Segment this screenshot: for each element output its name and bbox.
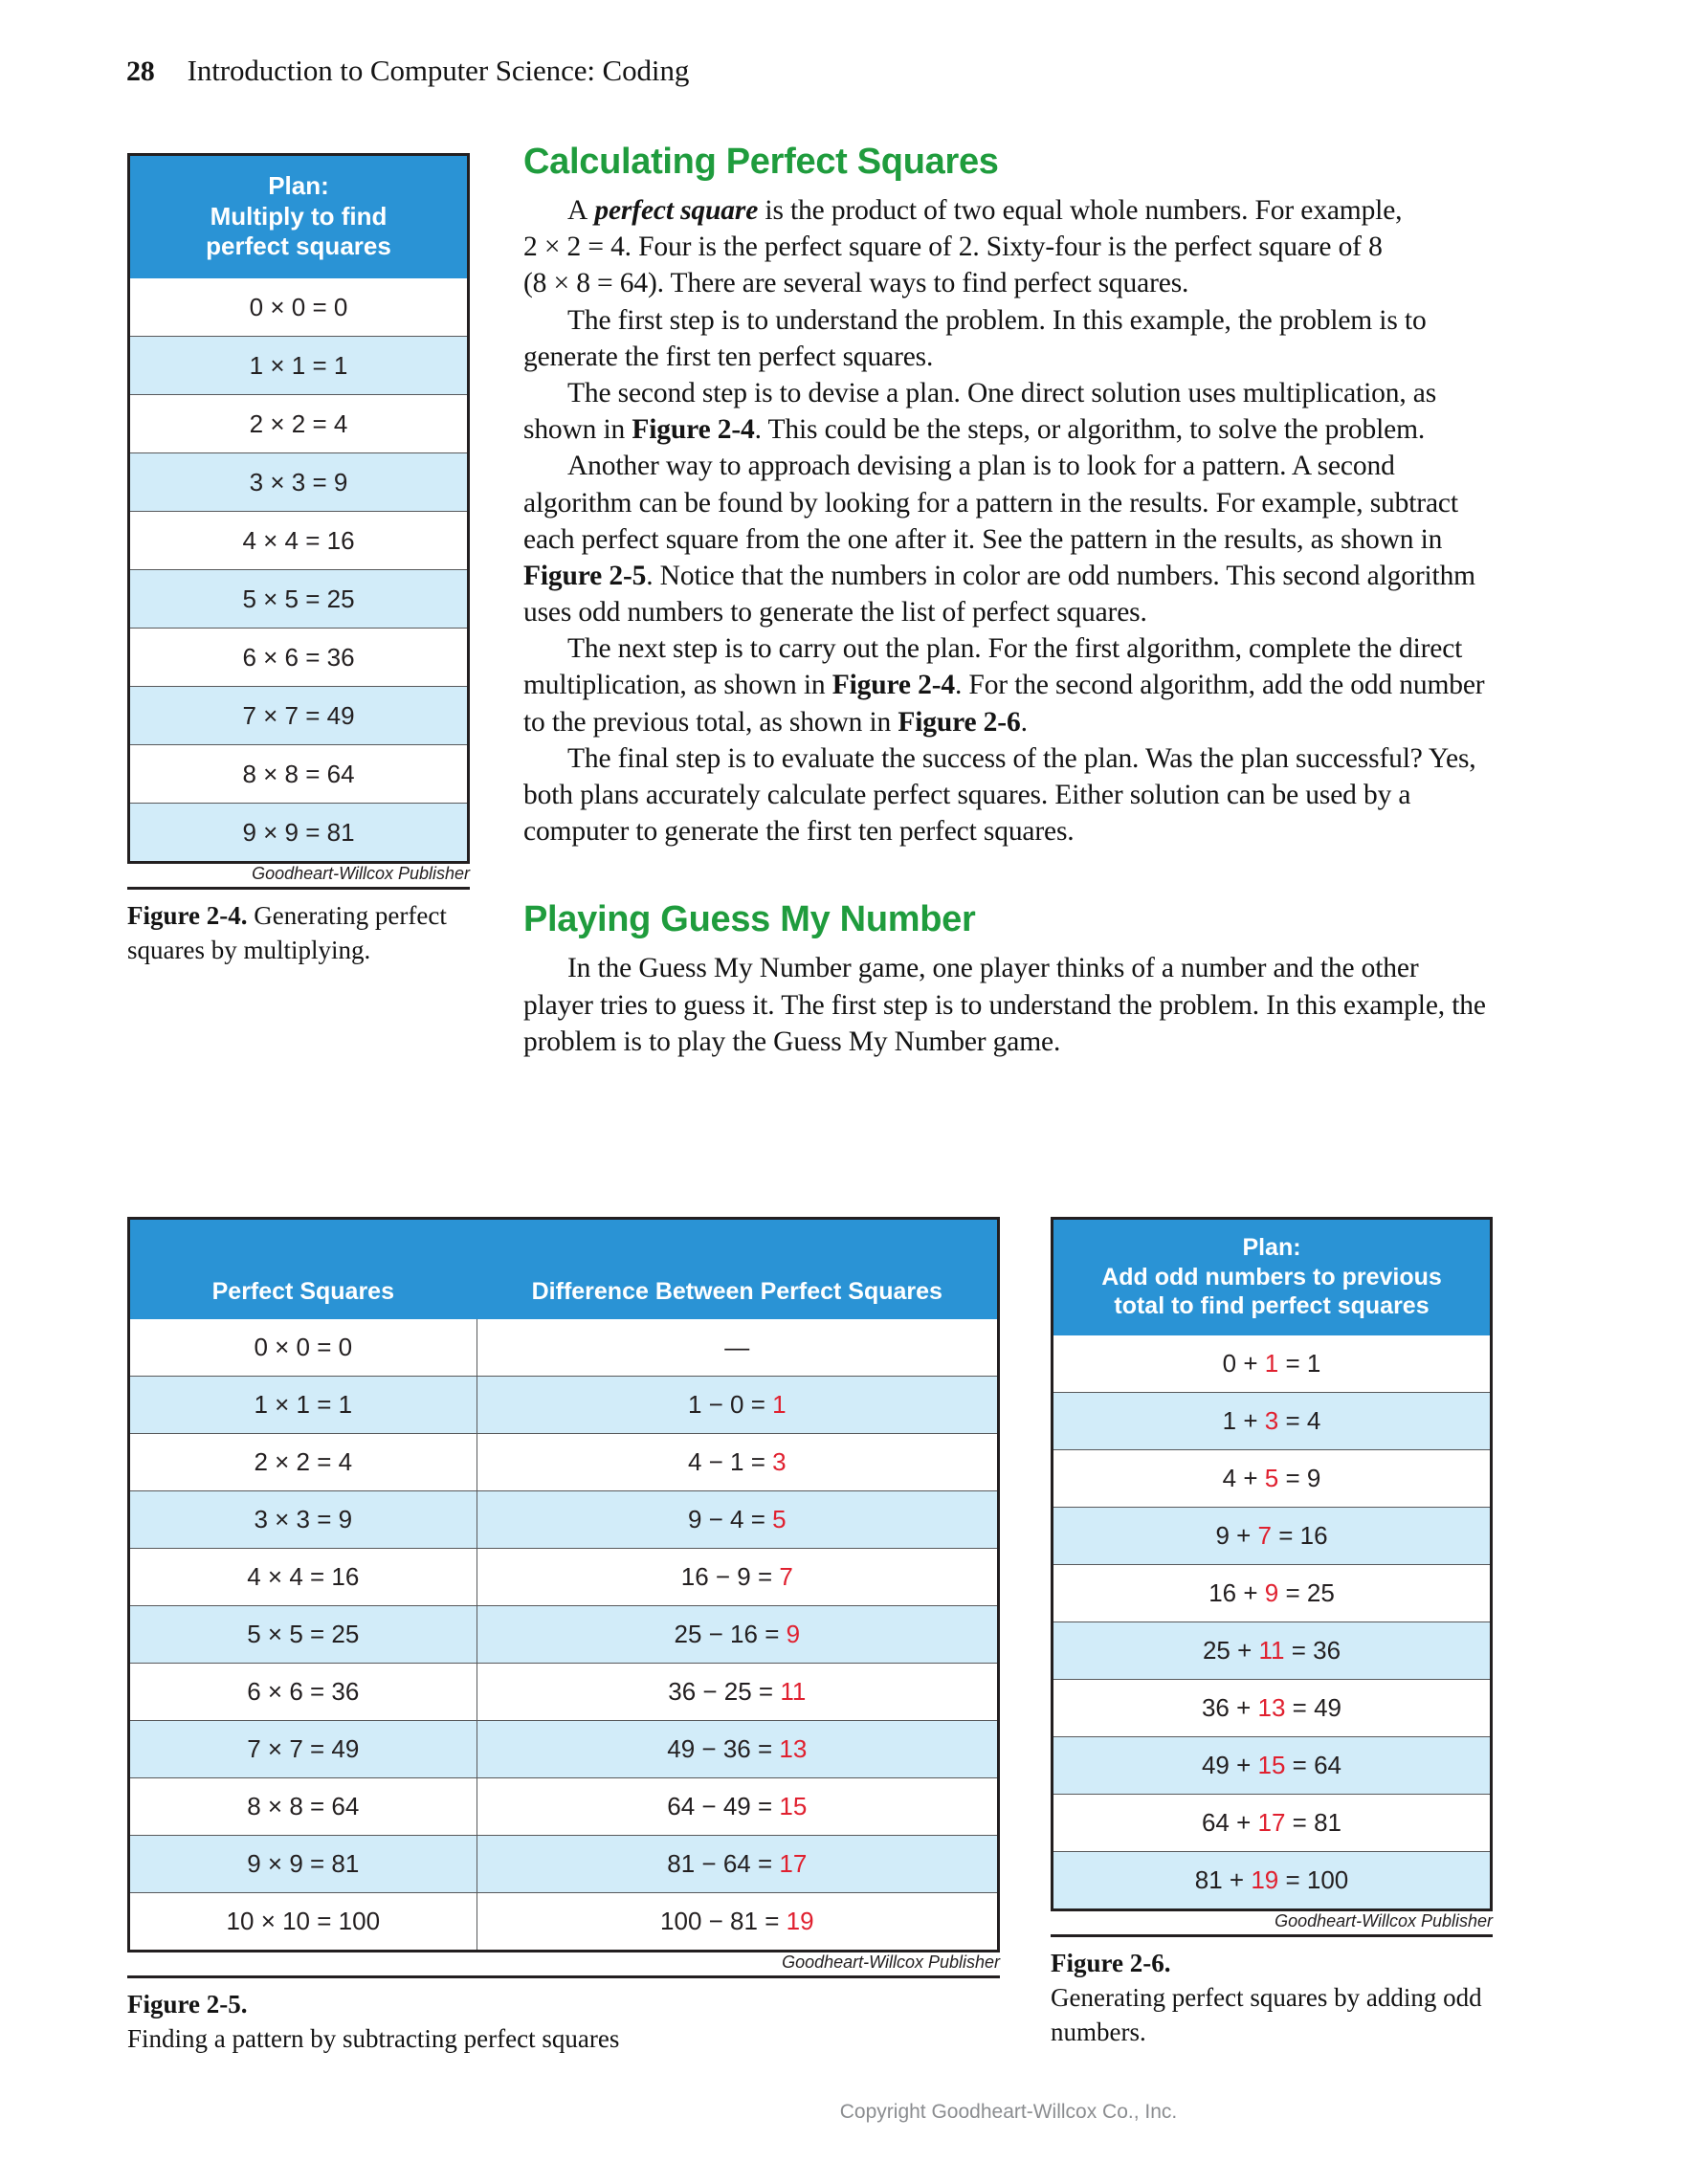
- addition-result: = 64: [1285, 1750, 1342, 1779]
- difference-expression: 9 − 4 =: [687, 1505, 773, 1533]
- table-row: [1053, 1851, 1492, 1909]
- paragraph: A perfect square is the product of two equal whole numbers. For example, 2 × 2 = 4. Four is the perfect square of 2. Sixty-four is the perfect square of 8 (8 × 8 = 64). There are several ways to find perfect squares.: [523, 195, 1403, 299]
- difference-expression: 81 − 64 =: [667, 1849, 780, 1878]
- figure-2-5: [127, 1217, 1000, 2056]
- addend-odd: 5: [1264, 1463, 1279, 1492]
- figure-credit: Goodheart-Willcox Publisher: [252, 864, 470, 884]
- cell-difference: [477, 1721, 998, 1778]
- figure-2-5-table: [127, 1217, 1000, 1952]
- difference-result: 15: [779, 1792, 808, 1820]
- figure-caption-label: Figure 2-6.: [1051, 1948, 1171, 1977]
- difference-result: 13: [779, 1734, 808, 1763]
- cell-equation: 0 × 0 = 0: [129, 278, 469, 337]
- cell-perfect-square: 6 × 6 = 36: [129, 1664, 477, 1721]
- header-line: Plan:: [1242, 1234, 1301, 1261]
- paragraph: The final step is to evaluate the success of the plan. Was the plan successful? Yes, both plans accurately calculate perfect squares. Either solution can be used by a computer to generate the first ten perfect squares.: [523, 742, 1476, 848]
- figure-reference: Figure 2-6: [898, 706, 1021, 738]
- table-row: [129, 570, 469, 629]
- difference-result: 5: [772, 1505, 787, 1533]
- figure-2-5-body: [129, 1319, 999, 1952]
- addend-previous: 0 +: [1222, 1348, 1265, 1378]
- header-line: Multiply to find: [210, 201, 388, 231]
- table-row: [129, 278, 469, 337]
- table-row: [1053, 1564, 1492, 1621]
- addition-result: = 49: [1285, 1692, 1342, 1722]
- difference-expression: —: [724, 1333, 750, 1361]
- cell-equation: 1 × 1 = 1: [129, 337, 469, 395]
- table-row: [129, 1664, 999, 1721]
- cell-equation: 3 × 3 = 9: [129, 453, 469, 512]
- cell-addition: [1053, 1679, 1492, 1736]
- addend-previous: 9 +: [1215, 1520, 1258, 1550]
- cell-addition: [1053, 1794, 1492, 1851]
- addend-previous: 25 +: [1202, 1635, 1259, 1665]
- difference-result: 7: [779, 1562, 793, 1591]
- cell-addition: [1053, 1621, 1492, 1679]
- addend-previous: 81 +: [1194, 1864, 1252, 1894]
- difference-expression: 1 − 0 =: [687, 1390, 773, 1419]
- paragraph: In the Guess My Number game, one player thinks of a number and the other player tries to guess it. The first step is to understand the problem. In this example, the problem is to play the Guess My Number game.: [523, 953, 1486, 1057]
- addition-result: = 16: [1272, 1520, 1328, 1550]
- paragraph: The next step is to carry out the plan. For the first algorithm, complete the direct multiplication, as shown in Figure 2-4. For the second algorithm, add the odd number to the previous total, as shown in Figure 2-6.: [523, 633, 1485, 738]
- addend-odd: 15: [1257, 1750, 1286, 1779]
- figure-caption-text: Generating perfect squares by adding odd numbers.: [1051, 1982, 1482, 2046]
- addition-result: = 4: [1278, 1405, 1321, 1435]
- difference-expression: 100 − 81 =: [660, 1907, 787, 1935]
- difference-result: 19: [786, 1907, 814, 1935]
- cell-equation: 9 × 9 = 81: [129, 804, 469, 863]
- addend-previous: 4 +: [1222, 1463, 1265, 1492]
- cell-equation: 6 × 6 = 36: [129, 629, 469, 687]
- table-row: [129, 1434, 999, 1491]
- cell-perfect-square: 4 × 4 = 16: [129, 1549, 477, 1606]
- header-line: total to find perfect squares: [1114, 1292, 1430, 1319]
- difference-result: 9: [786, 1620, 801, 1648]
- body-column: [523, 142, 1491, 1060]
- table-row: [129, 1893, 999, 1952]
- table-row: [1053, 1335, 1492, 1392]
- addend-previous: 1 +: [1222, 1405, 1265, 1435]
- section-heading-calculating-perfect-squares: Calculating Perfect Squares: [523, 142, 999, 182]
- figure-caption-text: Finding a pattern by subtracting perfect squares: [127, 2024, 620, 2054]
- cell-difference: [477, 1606, 998, 1664]
- cell-addition: [1053, 1335, 1492, 1392]
- figure-2-6-header: [1053, 1219, 1492, 1335]
- difference-expression: 36 − 25 =: [668, 1677, 781, 1706]
- paragraph: The first step is to understand the problem. In this example, the problem is to generate the first ten perfect squares.: [523, 304, 1427, 372]
- cell-difference: [477, 1491, 998, 1549]
- table-row: [129, 629, 469, 687]
- table-row: [129, 1491, 999, 1549]
- column-header-perfect-squares: Perfect Squares: [129, 1219, 477, 1319]
- figure-2-6-table: [1051, 1217, 1493, 1911]
- figure-reference: Figure 2-4: [831, 670, 955, 701]
- cell-addition: [1053, 1851, 1492, 1909]
- difference-expression: 25 − 16 =: [674, 1620, 787, 1648]
- cell-difference: [477, 1664, 998, 1721]
- figure-2-4-header: [129, 155, 469, 278]
- cell-addition: [1053, 1449, 1492, 1507]
- section-heading-playing-guess-my-number: Playing Guess My Number: [523, 899, 976, 940]
- addend-odd: 9: [1264, 1577, 1279, 1607]
- table-row: [129, 745, 469, 804]
- running-head: [126, 54, 689, 88]
- difference-result: 1: [772, 1390, 787, 1419]
- table-row: [1053, 1621, 1492, 1679]
- table-row: [129, 395, 469, 453]
- table-row: [129, 1377, 999, 1434]
- addition-result: = 25: [1278, 1577, 1335, 1607]
- header-line: Add odd numbers to previous: [1101, 1263, 1442, 1291]
- cell-equation: 8 × 8 = 64: [129, 745, 469, 804]
- figure-caption-label: Figure 2-4.: [127, 901, 248, 931]
- figure-2-4-table: [127, 153, 470, 864]
- table-row: [129, 1606, 999, 1664]
- addend-odd: 3: [1264, 1405, 1279, 1435]
- figure-reference: Figure 2-4: [632, 414, 755, 446]
- cell-perfect-square: 8 × 8 = 64: [129, 1778, 477, 1836]
- addend-odd: 13: [1257, 1692, 1286, 1722]
- cell-difference: [477, 1549, 998, 1606]
- glossary-term: perfect square: [594, 195, 759, 226]
- addend-odd: 19: [1251, 1864, 1279, 1894]
- cell-difference: [477, 1836, 998, 1893]
- cell-difference: [477, 1893, 998, 1952]
- table-row: [1053, 1736, 1492, 1794]
- paragraph: The second step is to devise a plan. One direct solution uses multiplication, as shown in Figure 2-4. This could be the steps, or algorithm, to solve the problem.: [523, 377, 1437, 446]
- figure-credit: Goodheart-Willcox Publisher: [1275, 1910, 1493, 1930]
- addend-previous: 49 +: [1201, 1750, 1258, 1779]
- figure-2-4: [127, 153, 470, 968]
- addition-result: = 9: [1278, 1463, 1321, 1492]
- addend-previous: 64 +: [1201, 1807, 1258, 1837]
- cell-addition: [1053, 1507, 1492, 1564]
- figure-credit: Goodheart-Willcox Publisher: [782, 1952, 1000, 1972]
- addend-odd: 7: [1257, 1520, 1272, 1550]
- difference-result: 17: [779, 1849, 808, 1878]
- cell-equation: 5 × 5 = 25: [129, 570, 469, 629]
- copyright-notice: Copyright Goodheart-Willcox Co., Inc.: [839, 2101, 1178, 2123]
- cell-equation: 4 × 4 = 16: [129, 512, 469, 570]
- addition-result: = 81: [1285, 1807, 1342, 1837]
- figure-2-6-body: [1053, 1335, 1492, 1909]
- table-row: [1053, 1392, 1492, 1449]
- difference-expression: 49 − 36 =: [667, 1734, 780, 1763]
- cell-addition: [1053, 1564, 1492, 1621]
- cell-difference: [477, 1319, 998, 1377]
- book-title: Introduction to Computer Science: Coding: [187, 54, 690, 87]
- figure-caption: [127, 890, 470, 967]
- cell-perfect-square: 9 × 9 = 81: [129, 1836, 477, 1893]
- cell-addition: [1053, 1736, 1492, 1794]
- difference-result: 11: [780, 1677, 807, 1706]
- page-number: 28: [126, 55, 155, 87]
- table-row: [129, 1778, 999, 1836]
- cell-difference: [477, 1778, 998, 1836]
- figure-caption-label: Figure 2-5.: [127, 1990, 248, 2019]
- table-row: [129, 804, 469, 863]
- addend-previous: 36 +: [1201, 1692, 1258, 1722]
- cell-difference: [477, 1377, 998, 1434]
- difference-result: 3: [772, 1447, 787, 1476]
- table-row: [1053, 1679, 1492, 1736]
- figure-reference: Figure 2-5: [523, 560, 647, 591]
- page-footer: [0, 2101, 1707, 2124]
- table-row: [129, 512, 469, 570]
- table-row: [129, 1721, 999, 1778]
- cell-difference: [477, 1434, 998, 1491]
- addend-odd: 11: [1258, 1635, 1285, 1665]
- table-row: [1053, 1507, 1492, 1564]
- figure-2-6: [1051, 1217, 1493, 2049]
- table-row: [129, 453, 469, 512]
- table-row: [1053, 1449, 1492, 1507]
- cell-perfect-square: 3 × 3 = 9: [129, 1491, 477, 1549]
- figure-2-4-body: [129, 278, 469, 863]
- cell-perfect-square: 1 × 1 = 1: [129, 1377, 477, 1434]
- figure-caption: [1051, 1937, 1493, 2050]
- cell-perfect-square: 5 × 5 = 25: [129, 1606, 477, 1664]
- figure-caption-text: Generating perfect squares by multiplying.: [127, 901, 447, 965]
- table-row: [129, 687, 469, 745]
- difference-expression: 4 − 1 =: [687, 1447, 773, 1476]
- table-row: [129, 1549, 999, 1606]
- addend-previous: 16 +: [1208, 1577, 1265, 1607]
- cell-perfect-square: 2 × 2 = 4: [129, 1434, 477, 1491]
- addition-result: = 1: [1278, 1348, 1321, 1378]
- header-line: perfect squares: [206, 232, 391, 261]
- difference-expression: 16 − 9 =: [680, 1562, 780, 1591]
- cell-perfect-square: 10 × 10 = 100: [129, 1893, 477, 1952]
- column-header-difference: Difference Between Perfect Squares: [477, 1219, 998, 1319]
- addend-odd: 17: [1257, 1807, 1286, 1837]
- table-row: [129, 1319, 999, 1377]
- table-row: [129, 1836, 999, 1893]
- header-line: Plan:: [268, 171, 329, 200]
- cell-equation: 7 × 7 = 49: [129, 687, 469, 745]
- cell-perfect-square: 0 × 0 = 0: [129, 1319, 477, 1377]
- cell-addition: [1053, 1392, 1492, 1449]
- figure-caption: [127, 1978, 1000, 2056]
- addition-result: = 36: [1284, 1635, 1341, 1665]
- table-row: [1053, 1794, 1492, 1851]
- table-row: [129, 337, 469, 395]
- paragraph: Another way to approach devising a plan is to look for a pattern. A second algorithm can be found by looking for a pattern in the results. For example, subtract each perfect square from the one after it. See the pattern in the results, as shown in Figure 2-5. Notice that the numbers in color are odd numbers. This second algorithm uses odd numbers to generate the list of perfect squares.: [523, 451, 1475, 629]
- addend-odd: 1: [1264, 1348, 1279, 1378]
- difference-expression: 64 − 49 =: [667, 1792, 780, 1820]
- addition-result: = 100: [1278, 1864, 1349, 1894]
- cell-perfect-square: 7 × 7 = 49: [129, 1721, 477, 1778]
- cell-equation: 2 × 2 = 4: [129, 395, 469, 453]
